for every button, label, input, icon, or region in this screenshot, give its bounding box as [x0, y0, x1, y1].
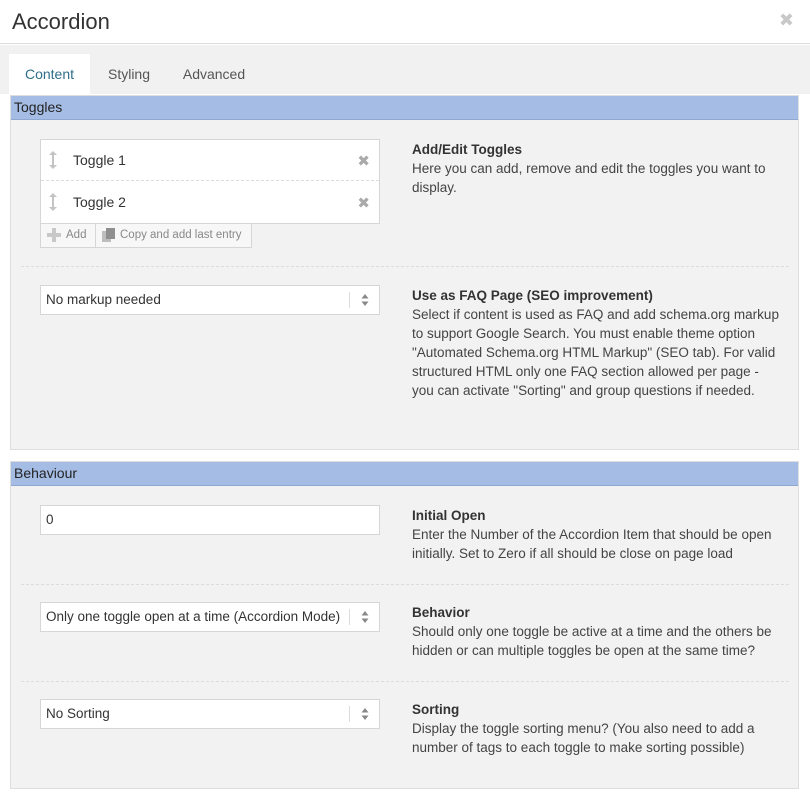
sorting-select[interactable]: [40, 699, 380, 729]
plus-icon: [47, 228, 61, 242]
behavior-help-title: Behavior: [412, 605, 470, 620]
tab-advanced[interactable]: Advanced: [182, 66, 246, 82]
add-toggle-label: Add: [66, 229, 87, 241]
sorting-help-text: Display the toggle sorting menu? (You also need to add a number of tags to each toggle to make sorting possible): [412, 721, 755, 755]
sorting-select-value: No Sorting: [46, 706, 110, 721]
initial-open-help-title: Initial Open: [412, 508, 486, 523]
copy-last-entry-button[interactable]: [95, 224, 252, 248]
behavior-select[interactable]: [40, 602, 380, 632]
behavior-select-value: Only one toggle open at a time (Accordion Mode): [46, 609, 341, 624]
faq-markup-help-title: Use as FAQ Page (SEO improvement): [412, 288, 653, 303]
tab-styling[interactable]: Styling: [107, 66, 151, 82]
behavior-help: [412, 603, 782, 660]
initial-open-input[interactable]: [40, 505, 380, 535]
drag-handle-icon[interactable]: [47, 150, 59, 170]
toggle-list-help-text: Here you can add, remove and edit the toggles you want to display.: [412, 161, 766, 195]
initial-open-help: [412, 506, 782, 563]
copy-last-entry-label: Copy and add last entry: [120, 229, 242, 241]
toggle-list-item[interactable]: [41, 140, 379, 181]
initial-open-input-value: 0: [46, 512, 54, 527]
behaviour-section-header: Behaviour: [11, 462, 798, 486]
toggle-item-label: Toggle 1: [73, 152, 126, 168]
tab-content[interactable]: Content: [9, 54, 90, 94]
divider: [21, 584, 789, 585]
add-toggle-button[interactable]: [40, 224, 96, 248]
faq-markup-select[interactable]: [40, 285, 380, 315]
close-icon[interactable]: ✖: [778, 10, 794, 30]
remove-toggle-icon[interactable]: ✖: [357, 195, 370, 212]
toggle-list-item[interactable]: [41, 182, 379, 223]
divider: [21, 681, 789, 682]
initial-open-help-text: Enter the Number of the Accordion Item that should be open initially. Set to Zero if all should be close on page load: [412, 527, 772, 561]
drag-handle-icon[interactable]: [47, 192, 59, 212]
select-arrows-icon: [349, 609, 379, 625]
sorting-help: [412, 700, 782, 757]
divider: [21, 266, 789, 267]
faq-markup-select-value: No markup needed: [46, 292, 161, 307]
toggle-list-help-title: Add/Edit Toggles: [412, 142, 522, 157]
select-arrows-icon: [349, 292, 379, 308]
toggle-list-help: [412, 140, 782, 197]
faq-markup-help: [412, 286, 782, 400]
tab-bar: [0, 45, 810, 94]
modal-titlebar: [0, 0, 810, 44]
behavior-help-text: Should only one toggle be active at a time and the others be hidden or can multiple toggles be open at the same time?: [412, 624, 772, 658]
behaviour-panel: [10, 461, 799, 789]
copy-icon: [102, 228, 116, 242]
toggle-item-label: Toggle 2: [73, 194, 126, 210]
faq-markup-help-text: Select if content is used as FAQ and add schema.org markup to support Google Search. You must enable theme option "Automated Schema.org HTML Markup" (SEO tab). For valid structured HTML only one FAQ section allowed per page - you can activate "Sorting" and group questions if needed.: [412, 307, 779, 398]
select-arrows-icon: [349, 706, 379, 722]
modal-title: Accordion: [12, 9, 110, 34]
toggle-list: [40, 139, 380, 224]
toggles-section-header: Toggles: [11, 96, 798, 120]
remove-toggle-icon[interactable]: ✖: [357, 153, 370, 170]
sorting-help-title: Sorting: [412, 702, 460, 717]
toggles-panel: [10, 95, 799, 450]
